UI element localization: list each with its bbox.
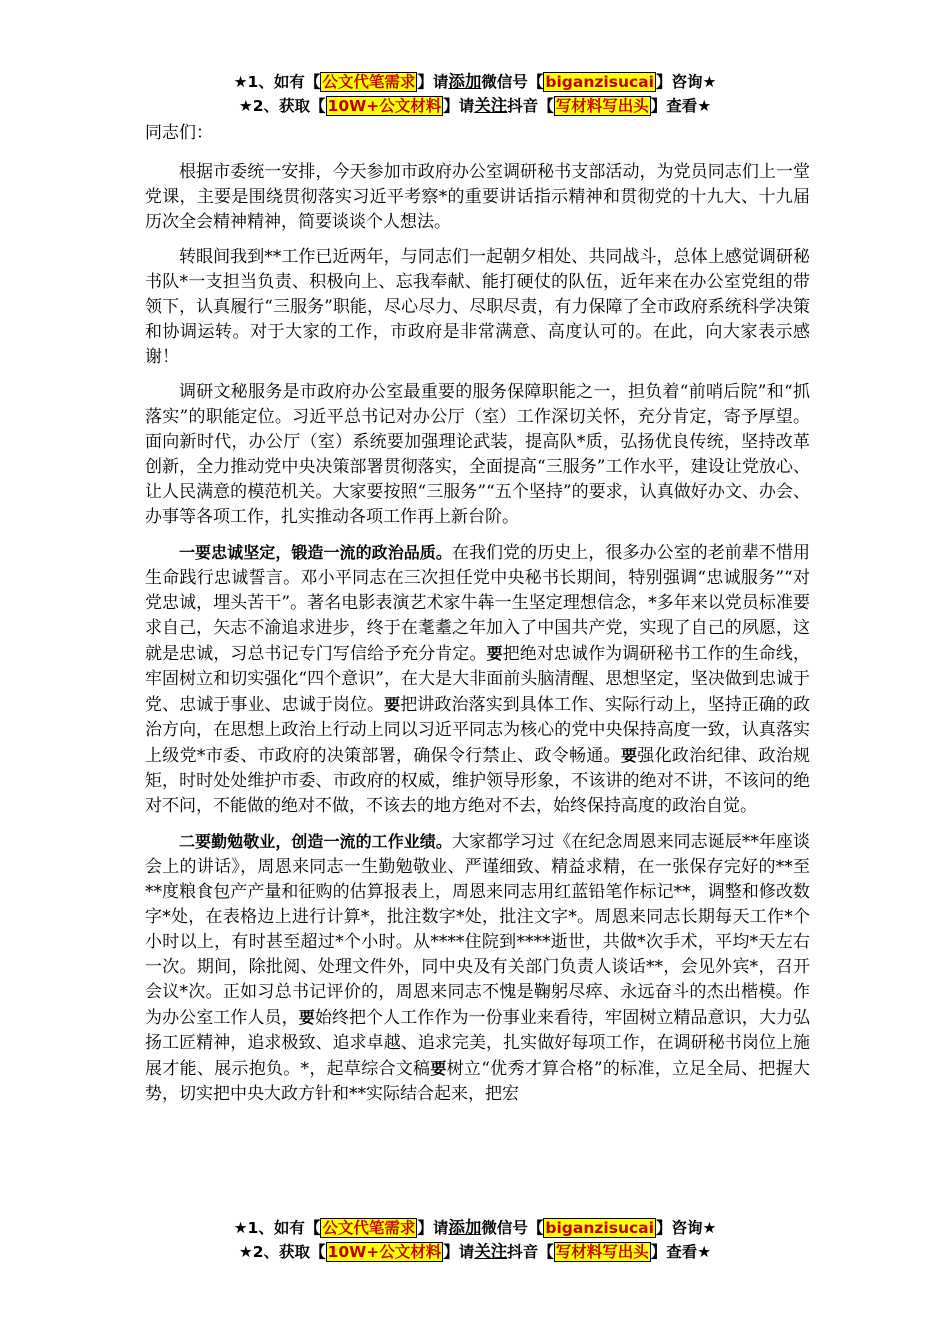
section-heading-1: 一要忠诚坚定，锻造一流的政治品质。	[179, 543, 452, 562]
salutation: 同志们：	[145, 123, 213, 143]
star-icon: ★	[238, 97, 253, 115]
banner-line-1: ★1、如有【 公文代笔需求 】请添加微信号【 biganzisucai 】咨询★	[233, 1218, 717, 1237]
emphasis-yao: 要	[430, 1059, 447, 1078]
banner-line-2: ★2、获取【 10W+公文材料 】请关注抖音【 写材料写出头 】查看★	[238, 96, 712, 115]
banner-line-1: ★1、如有【 公文代笔需求 】请添加微信号【 biganzisucai 】咨询★	[233, 72, 717, 91]
underline-add: 添加	[448, 72, 482, 91]
header-banner	[0, 70, 950, 118]
paragraph-3: 调研文秘服务是市政府办公室最重要的服务保障职能之一，担负着“前哨后院”和“抓落实”的职能定位。习近平总书记对办公厅（室）工作深切关怀，充分肯定，寄予厚望。面向新时代，办公厅（室）系统要加强理论武装，提高队*质，弘扬优良传统，坚持改革创新，全力推动党中央决策部署贯彻落实，全面提高“三服务”工作水平，建设让党放心、让人民满意的模范机关。大家要按照“三服务”“五个坚持”的要求，认真做好办文、办会、办事等各项工作，扎实推动各项工作再上新台阶。	[145, 382, 810, 527]
footer-banner	[0, 1216, 950, 1264]
emphasis-yao: 要	[298, 1008, 315, 1027]
star-icon: ★	[233, 73, 248, 91]
underline-add: 添加	[448, 1218, 482, 1237]
highlight-materials: 10W+公文材料	[327, 97, 442, 115]
highlight-wechat-id: biganzisucai	[545, 73, 654, 91]
highlight-service: 公文代笔需求	[322, 1219, 416, 1237]
document-body	[145, 121, 810, 1117]
highlight-douyin: 写材料写出头	[555, 97, 649, 115]
paragraph-5: 二要勤勉敬业，创造一流的工作业绩。大家都学习过《在纪念周恩来同志诞辰**年座谈会上的讲话》，周恩来同志一生勤勉敬业、严谨细致、精益求精，在一张保存完好的**至**度粮食包产产量和征购的估算报表上，周恩来同志用红蓝铅笔作标记**，调整和修改数字*处，在表格边上进行计算*，批注数字*处，批注文字*。周恩来同志长期每天工作*个小时以上，有时甚至超过*个小时。从****住院到****逝世，共做*次手术，平均*天左右一次。期间，除批阅、处理文件外，同中央及有关部门负责人谈话**，会见外宾*，召开会议*次。正如习总书记评价的，周恩来同志不愧是鞠躬尽瘁、永远奋斗的杰出楷模。作为办公室工作人员，要始终把个人工作作为一份事业来看待，牢固树立精品意识，大力弘扬工匠精神，追求极致、追求卓越、追求完美，扎实做好每项工作，在调研秘书岗位上施展才能、展示抱负。*，起草综合文稿要树立“优秀才算合格”的标准，立足全局、把握大势，切实把中央大政方针和**实际结合起来，把宏	[145, 832, 811, 1104]
banner-line-2: ★2、获取【 10W+公文材料 】请关注抖音【 写材料写出头 】查看★	[238, 1242, 712, 1261]
underline-follow: 关注	[474, 1242, 508, 1261]
emphasis-yao: 要	[486, 644, 503, 663]
paragraph-1: 根据市委统一安排，今天参加市政府办公室调研秘书支部活动，为党员同志们上一堂党课，主要是围绕贯彻落实习近平考察*的重要讲话指示精神和贯彻党的十九大、十九届历次全会精神精神，简要谈谈个人想法。	[145, 162, 810, 232]
paragraph-2: 转眼间我到**工作已近两年，与同志们一起朝夕相处、共同战斗，总体上感觉调研秘书队*一支担当负责、积极向上、忘我奉献、能打硬仗的队伍，近年来在办公室党组的带领下，认真履行“三服务”职能，尽心尽力、尽职尽责，有力保障了全市政府系统科学决策和协调运转。对于大家的工作，市政府是非常满意、高度认可的。在此，向大家表示感谢！	[145, 247, 810, 367]
highlight-materials: 10W+公文材料	[327, 1243, 442, 1261]
emphasis-yao: 要	[620, 746, 638, 765]
emphasis-yao: 要	[384, 695, 401, 714]
section-heading-2: 二要勤勉敬业，创造一流的工作业绩。	[179, 832, 452, 851]
underline-follow: 关注	[474, 96, 508, 115]
star-icon: ★	[238, 1243, 253, 1261]
highlight-douyin: 写材料写出头	[555, 1243, 649, 1261]
highlight-service: 公文代笔需求	[322, 73, 416, 91]
star-icon: ★	[233, 1219, 248, 1237]
paragraph-4: 一要忠诚坚定，锻造一流的政治品质。在我们党的历史上，很多办公室的老前辈不惜用生命践行忠诚誓言。邓小平同志在三次担任党中央秘书长期间，特别强调“忠诚服务”“对党忠诚，埋头苦干”。著名电影表演艺术家牛犇一生坚定理想信念，*多年来以党员标准要求自己，矢志不渝追求进步，终于在耄耋之年加入了中国共产党，实现了自己的夙愿，这就是忠诚，习总书记专门写信给予充分肯定。要把绝对忠诚作为调研秘书工作的生命线，牢固树立和切实强化“四个意识”，在大是大非面前头脑清醒、思想坚定，坚决做到忠诚于党、忠诚于事业、忠诚于岗位。要把讲政治落实到具体工作、实际行动上，坚持正确的政治方向，在思想上政治上行动上同以习近平同志为核心的党中央保持高度一致，认真落实上级党*市委、市政府的决策部署，确保令行禁止、政令畅通。要强化政治纪律、政治规矩，时时处处维护市委、市政府的权威，维护领导形象，不该讲的绝对不讲，不该问的绝对不问，不能做的绝对不做，不该去的地方绝对不去，始终保持高度的政治自觉。	[145, 543, 811, 816]
highlight-wechat-id: biganzisucai	[545, 1219, 654, 1237]
